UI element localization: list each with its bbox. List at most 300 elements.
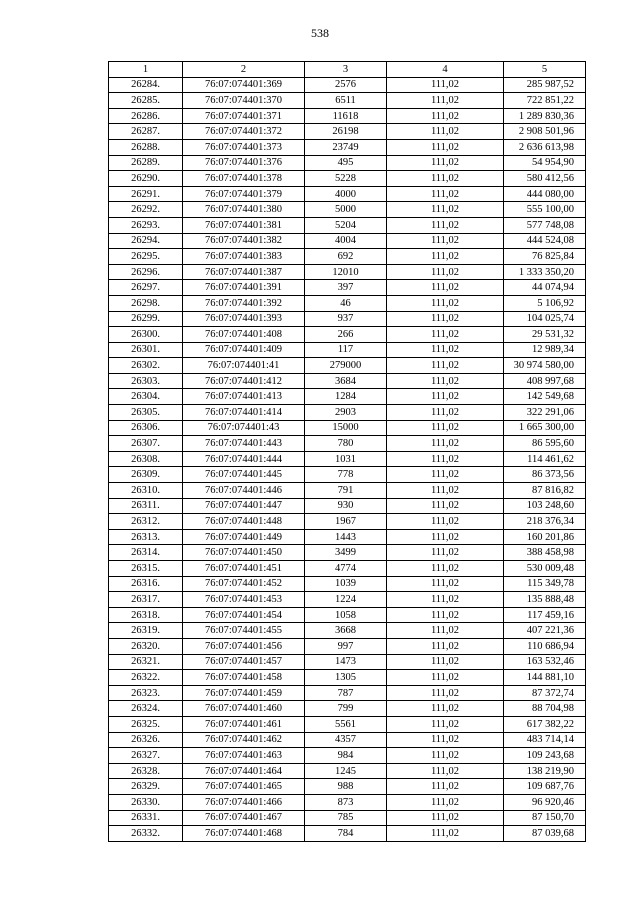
table-row (109, 186, 586, 202)
row-number-cell: 26310. (109, 483, 183, 499)
value-cell: 138 219,90 (504, 763, 586, 779)
area-cell: 1284 (305, 389, 387, 405)
rate-cell: 111,02 (387, 295, 504, 311)
rate-cell: 111,02 (387, 716, 504, 732)
row-number-cell: 26295. (109, 249, 183, 265)
row-number-cell: 26318. (109, 607, 183, 623)
table-row (109, 389, 586, 405)
area-cell: 46 (305, 295, 387, 311)
row-number-cell: 26327. (109, 748, 183, 764)
rate-cell: 111,02 (387, 93, 504, 109)
row-number-cell: 26313. (109, 529, 183, 545)
value-cell: 617 382,22 (504, 716, 586, 732)
area-cell: 1245 (305, 763, 387, 779)
cadastral-number-cell: 76:07:074401:456 (183, 638, 305, 654)
rate-cell: 111,02 (387, 373, 504, 389)
value-cell: 12 989,34 (504, 342, 586, 358)
area-cell: 784 (305, 826, 387, 842)
table-row (109, 467, 586, 483)
rate-cell: 111,02 (387, 623, 504, 639)
area-cell: 1443 (305, 529, 387, 545)
area-cell: 3684 (305, 373, 387, 389)
area-cell: 2576 (305, 77, 387, 93)
row-number-cell: 26324. (109, 701, 183, 717)
value-cell: 29 531,32 (504, 327, 586, 343)
value-cell: 76 825,84 (504, 249, 586, 265)
area-cell: 2903 (305, 405, 387, 421)
table-row (109, 373, 586, 389)
area-cell: 26198 (305, 124, 387, 140)
value-cell: 44 074,94 (504, 280, 586, 296)
cadastral-number-cell: 76:07:074401:393 (183, 311, 305, 327)
area-cell: 4774 (305, 561, 387, 577)
table-row (109, 607, 586, 623)
value-cell: 5 106,92 (504, 295, 586, 311)
cadastral-number-cell: 76:07:074401:446 (183, 483, 305, 499)
table-row (109, 654, 586, 670)
value-cell: 135 888,48 (504, 592, 586, 608)
table-row (109, 139, 586, 155)
row-number-cell: 26332. (109, 826, 183, 842)
row-number-cell: 26286. (109, 108, 183, 124)
row-number-cell: 26329. (109, 779, 183, 795)
row-number-cell: 26297. (109, 280, 183, 296)
row-number-cell: 26303. (109, 373, 183, 389)
table-row (109, 483, 586, 499)
row-number-cell: 26287. (109, 124, 183, 140)
row-number-cell: 26298. (109, 295, 183, 311)
cadastral-number-cell: 76:07:074401:372 (183, 124, 305, 140)
row-number-cell: 26330. (109, 794, 183, 810)
rate-cell: 111,02 (387, 233, 504, 249)
value-cell: 530 009,48 (504, 561, 586, 577)
row-number-cell: 26322. (109, 670, 183, 686)
rate-cell: 111,02 (387, 451, 504, 467)
table-row (109, 670, 586, 686)
area-cell: 785 (305, 810, 387, 826)
rate-cell: 111,02 (387, 217, 504, 233)
cadastral-number-cell: 76:07:074401:458 (183, 670, 305, 686)
value-cell: 722 851,22 (504, 93, 586, 109)
table-row (109, 264, 586, 280)
area-cell: 787 (305, 685, 387, 701)
value-cell: 87 816,82 (504, 483, 586, 499)
row-number-cell: 26294. (109, 233, 183, 249)
table-row (109, 779, 586, 795)
value-cell: 2 908 501,96 (504, 124, 586, 140)
cadastral-number-cell: 76:07:074401:370 (183, 93, 305, 109)
row-number-cell: 26299. (109, 311, 183, 327)
rate-cell: 111,02 (387, 514, 504, 530)
table-row (109, 280, 586, 296)
row-number-cell: 26304. (109, 389, 183, 405)
row-number-cell: 26291. (109, 186, 183, 202)
cadastral-number-cell: 76:07:074401:409 (183, 342, 305, 358)
area-cell: 5561 (305, 716, 387, 732)
rate-cell: 111,02 (387, 576, 504, 592)
table-row (109, 826, 586, 842)
row-number-cell: 26314. (109, 545, 183, 561)
rate-cell: 111,02 (387, 202, 504, 218)
cadastral-number-cell: 76:07:074401:376 (183, 155, 305, 171)
area-cell: 791 (305, 483, 387, 499)
row-number-cell: 26300. (109, 327, 183, 343)
row-number-cell: 26319. (109, 623, 183, 639)
table-row (109, 561, 586, 577)
area-cell: 937 (305, 311, 387, 327)
area-cell: 930 (305, 498, 387, 514)
table-row (109, 342, 586, 358)
value-cell: 142 549,68 (504, 389, 586, 405)
cadastral-number-cell: 76:07:074401:380 (183, 202, 305, 218)
value-cell: 1 665 300,00 (504, 420, 586, 436)
table-row (109, 217, 586, 233)
area-cell: 15000 (305, 420, 387, 436)
value-cell: 30 974 580,00 (504, 358, 586, 374)
cadastral-number-cell: 76:07:074401:454 (183, 607, 305, 623)
rate-cell: 111,02 (387, 810, 504, 826)
cadastral-number-cell: 76:07:074401:381 (183, 217, 305, 233)
table-row (109, 327, 586, 343)
rate-cell: 111,02 (387, 108, 504, 124)
area-cell: 1473 (305, 654, 387, 670)
rate-cell: 111,02 (387, 670, 504, 686)
value-cell: 160 201,86 (504, 529, 586, 545)
value-cell: 1 289 830,36 (504, 108, 586, 124)
row-number-cell: 26328. (109, 763, 183, 779)
value-cell: 388 458,98 (504, 545, 586, 561)
area-cell: 23749 (305, 139, 387, 155)
value-cell: 408 997,68 (504, 373, 586, 389)
cadastral-number-cell: 76:07:074401:408 (183, 327, 305, 343)
rate-cell: 111,02 (387, 124, 504, 140)
table-row (109, 576, 586, 592)
value-cell: 103 248,60 (504, 498, 586, 514)
area-cell: 117 (305, 342, 387, 358)
area-cell: 1305 (305, 670, 387, 686)
cadastral-number-cell: 76:07:074401:392 (183, 295, 305, 311)
value-cell: 218 376,34 (504, 514, 586, 530)
area-cell: 12010 (305, 264, 387, 280)
area-cell: 5204 (305, 217, 387, 233)
value-cell: 1 333 350,20 (504, 264, 586, 280)
area-cell: 5000 (305, 202, 387, 218)
rate-cell: 111,02 (387, 311, 504, 327)
area-cell: 4000 (305, 186, 387, 202)
cadastral-number-cell: 76:07:074401:378 (183, 171, 305, 187)
rate-cell: 111,02 (387, 155, 504, 171)
table-row (109, 77, 586, 93)
rate-cell: 111,02 (387, 545, 504, 561)
row-number-cell: 26323. (109, 685, 183, 701)
value-cell: 163 532,46 (504, 654, 586, 670)
area-cell: 780 (305, 436, 387, 452)
area-cell: 397 (305, 280, 387, 296)
row-number-cell: 26293. (109, 217, 183, 233)
value-cell: 109 243,68 (504, 748, 586, 764)
row-number-cell: 26284. (109, 77, 183, 93)
cadastral-number-cell: 76:07:074401:43 (183, 420, 305, 436)
cadastral-number-cell: 76:07:074401:369 (183, 77, 305, 93)
row-number-cell: 26325. (109, 716, 183, 732)
area-cell: 3668 (305, 623, 387, 639)
table-row (109, 171, 586, 187)
area-cell: 5228 (305, 171, 387, 187)
row-number-cell: 26309. (109, 467, 183, 483)
row-number-cell: 26316. (109, 576, 183, 592)
row-number-cell: 26289. (109, 155, 183, 171)
table-row (109, 545, 586, 561)
rate-cell: 111,02 (387, 794, 504, 810)
table-row (109, 124, 586, 140)
row-number-cell: 26301. (109, 342, 183, 358)
table-row (109, 748, 586, 764)
area-cell: 1967 (305, 514, 387, 530)
cadastral-number-cell: 76:07:074401:461 (183, 716, 305, 732)
area-cell: 692 (305, 249, 387, 265)
row-number-cell: 26331. (109, 810, 183, 826)
row-number-cell: 26312. (109, 514, 183, 530)
rate-cell: 111,02 (387, 327, 504, 343)
value-cell: 96 920,46 (504, 794, 586, 810)
cadastral-number-cell: 76:07:074401:449 (183, 529, 305, 545)
rate-cell: 111,02 (387, 826, 504, 842)
value-cell: 580 412,56 (504, 171, 586, 187)
column-header: 4 (387, 62, 504, 78)
rate-cell: 111,02 (387, 280, 504, 296)
column-header: 5 (504, 62, 586, 78)
cadastral-number-cell: 76:07:074401:457 (183, 654, 305, 670)
row-number-cell: 26302. (109, 358, 183, 374)
cadastral-number-cell: 76:07:074401:467 (183, 810, 305, 826)
rate-cell: 111,02 (387, 592, 504, 608)
page-number: 538 (311, 26, 329, 40)
value-cell: 322 291,06 (504, 405, 586, 421)
area-cell: 495 (305, 155, 387, 171)
column-header: 3 (305, 62, 387, 78)
table-row (109, 498, 586, 514)
cadastral-number-cell: 76:07:074401:387 (183, 264, 305, 280)
cadastral-number-cell: 76:07:074401:379 (183, 186, 305, 202)
area-cell: 799 (305, 701, 387, 717)
column-header: 1 (109, 62, 183, 78)
rate-cell: 111,02 (387, 638, 504, 654)
table-row (109, 451, 586, 467)
table-row (109, 529, 586, 545)
cadastral-number-cell: 76:07:074401:382 (183, 233, 305, 249)
cadastral-number-cell: 76:07:074401:462 (183, 732, 305, 748)
table-row (109, 202, 586, 218)
table-row (109, 716, 586, 732)
rate-cell: 111,02 (387, 748, 504, 764)
table-row (109, 108, 586, 124)
table-row (109, 638, 586, 654)
value-cell: 87 150,70 (504, 810, 586, 826)
table-row (109, 295, 586, 311)
row-number-cell: 26315. (109, 561, 183, 577)
area-cell: 984 (305, 748, 387, 764)
value-cell: 444 524,08 (504, 233, 586, 249)
value-cell: 86 373,56 (504, 467, 586, 483)
rate-cell: 111,02 (387, 249, 504, 265)
value-cell: 555 100,00 (504, 202, 586, 218)
table-row (109, 249, 586, 265)
area-cell: 1058 (305, 607, 387, 623)
row-number-cell: 26288. (109, 139, 183, 155)
row-number-cell: 26317. (109, 592, 183, 608)
cadastral-number-cell: 76:07:074401:448 (183, 514, 305, 530)
rate-cell: 111,02 (387, 420, 504, 436)
rate-cell: 111,02 (387, 483, 504, 499)
table-row (109, 685, 586, 701)
cadastral-number-cell: 76:07:074401:452 (183, 576, 305, 592)
cadastral-number-cell: 76:07:074401:451 (183, 561, 305, 577)
rate-cell: 111,02 (387, 77, 504, 93)
rate-cell: 111,02 (387, 389, 504, 405)
rate-cell: 111,02 (387, 685, 504, 701)
table-row (109, 763, 586, 779)
rate-cell: 111,02 (387, 701, 504, 717)
rate-cell: 111,02 (387, 654, 504, 670)
value-cell: 483 714,14 (504, 732, 586, 748)
rate-cell: 111,02 (387, 342, 504, 358)
area-cell: 988 (305, 779, 387, 795)
row-number-cell: 26292. (109, 202, 183, 218)
value-cell: 87 039,68 (504, 826, 586, 842)
table-row (109, 358, 586, 374)
cadastral-number-cell: 76:07:074401:459 (183, 685, 305, 701)
rate-cell: 111,02 (387, 405, 504, 421)
row-number-cell: 26308. (109, 451, 183, 467)
value-cell: 117 459,16 (504, 607, 586, 623)
value-cell: 144 881,10 (504, 670, 586, 686)
cadastral-number-cell: 76:07:074401:455 (183, 623, 305, 639)
cadastral-number-cell: 76:07:074401:413 (183, 389, 305, 405)
value-cell: 87 372,74 (504, 685, 586, 701)
area-cell: 4004 (305, 233, 387, 249)
rate-cell: 111,02 (387, 498, 504, 514)
area-cell: 3499 (305, 545, 387, 561)
row-number-cell: 26320. (109, 638, 183, 654)
table-header-row (109, 62, 586, 78)
value-cell: 88 704,98 (504, 701, 586, 717)
rate-cell: 111,02 (387, 529, 504, 545)
area-cell: 997 (305, 638, 387, 654)
rate-cell: 111,02 (387, 264, 504, 280)
rate-cell: 111,02 (387, 358, 504, 374)
value-cell: 2 636 613,98 (504, 139, 586, 155)
cadastral-number-cell: 76:07:074401:445 (183, 467, 305, 483)
cadastral-number-cell: 76:07:074401:464 (183, 763, 305, 779)
column-header: 2 (183, 62, 305, 78)
table-row (109, 701, 586, 717)
cadastral-number-cell: 76:07:074401:465 (183, 779, 305, 795)
table-row (109, 592, 586, 608)
table-row (109, 623, 586, 639)
rate-cell: 111,02 (387, 467, 504, 483)
cadastral-number-cell: 76:07:074401:444 (183, 451, 305, 467)
value-cell: 407 221,36 (504, 623, 586, 639)
value-cell: 104 025,74 (504, 311, 586, 327)
value-cell: 109 687,76 (504, 779, 586, 795)
area-cell: 11618 (305, 108, 387, 124)
value-cell: 285 987,52 (504, 77, 586, 93)
rate-cell: 111,02 (387, 186, 504, 202)
table-row (109, 794, 586, 810)
value-cell: 54 954,90 (504, 155, 586, 171)
value-cell: 110 686,94 (504, 638, 586, 654)
cadastral-number-cell: 76:07:074401:383 (183, 249, 305, 265)
rate-cell: 111,02 (387, 732, 504, 748)
cadastral-number-cell: 76:07:074401:41 (183, 358, 305, 374)
rate-cell: 111,02 (387, 607, 504, 623)
cadastral-number-cell: 76:07:074401:460 (183, 701, 305, 717)
area-cell: 1224 (305, 592, 387, 608)
row-number-cell: 26311. (109, 498, 183, 514)
table-row (109, 732, 586, 748)
cadastral-number-cell: 76:07:074401:466 (183, 794, 305, 810)
row-number-cell: 26307. (109, 436, 183, 452)
row-number-cell: 26326. (109, 732, 183, 748)
area-cell: 1039 (305, 576, 387, 592)
value-cell: 444 080,00 (504, 186, 586, 202)
area-cell: 266 (305, 327, 387, 343)
row-number-cell: 26285. (109, 93, 183, 109)
cadastral-number-cell: 76:07:074401:373 (183, 139, 305, 155)
cadastral-number-cell: 76:07:074401:450 (183, 545, 305, 561)
cadastral-number-cell: 76:07:074401:447 (183, 498, 305, 514)
rate-cell: 111,02 (387, 561, 504, 577)
table-row (109, 155, 586, 171)
table-row (109, 420, 586, 436)
rate-cell: 111,02 (387, 171, 504, 187)
area-cell: 873 (305, 794, 387, 810)
cadastral-number-cell: 76:07:074401:371 (183, 108, 305, 124)
cadastral-number-cell: 76:07:074401:453 (183, 592, 305, 608)
table-row (109, 405, 586, 421)
row-number-cell: 26321. (109, 654, 183, 670)
table-row (109, 514, 586, 530)
value-cell: 577 748,08 (504, 217, 586, 233)
area-cell: 4357 (305, 732, 387, 748)
row-number-cell: 26296. (109, 264, 183, 280)
area-cell: 778 (305, 467, 387, 483)
area-cell: 1031 (305, 451, 387, 467)
rate-cell: 111,02 (387, 139, 504, 155)
table-row (109, 93, 586, 109)
row-number-cell: 26305. (109, 405, 183, 421)
row-number-cell: 26290. (109, 171, 183, 187)
rate-cell: 111,02 (387, 779, 504, 795)
cadastral-number-cell: 76:07:074401:463 (183, 748, 305, 764)
value-cell: 115 349,78 (504, 576, 586, 592)
table-row (109, 311, 586, 327)
row-number-cell: 26306. (109, 420, 183, 436)
cadastral-number-cell: 76:07:074401:412 (183, 373, 305, 389)
cadastral-number-cell: 76:07:074401:414 (183, 405, 305, 421)
area-cell: 6511 (305, 93, 387, 109)
table-row (109, 233, 586, 249)
value-cell: 86 595,60 (504, 436, 586, 452)
cadastral-number-cell: 76:07:074401:468 (183, 826, 305, 842)
rate-cell: 111,02 (387, 436, 504, 452)
rate-cell: 111,02 (387, 763, 504, 779)
cadastral-number-cell: 76:07:074401:443 (183, 436, 305, 452)
value-cell: 114 461,62 (504, 451, 586, 467)
area-cell: 279000 (305, 358, 387, 374)
table-row (109, 436, 586, 452)
table-row (109, 810, 586, 826)
